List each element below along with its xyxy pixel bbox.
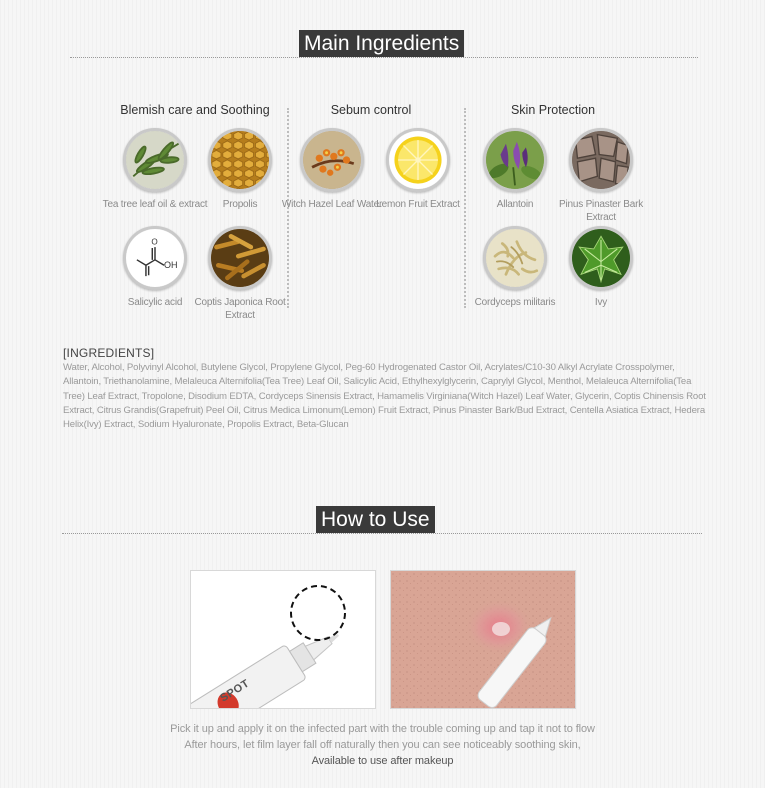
ingredient-label: Coptis Japonica Root Extract: [194, 297, 286, 321]
salicylic-acid-structure-icon: [123, 226, 187, 290]
ingredient-label: Allantoin: [496, 199, 534, 210]
group-title-blemish: Blemish care and Soothing: [120, 103, 270, 117]
group-title-sebum: Sebum control: [330, 103, 412, 117]
ingredient-label: Salicylic acid: [127, 297, 183, 308]
svg-text:O: O: [151, 237, 158, 247]
product-label: SPOT: [218, 677, 252, 705]
ingredient-label: Tea tree leaf oil & extract: [102, 199, 208, 210]
coptis-root-icon: [208, 226, 272, 290]
ingredient-ivy: [546, 226, 656, 309]
ingredients-heading: [INGREDIENTS]: [63, 346, 155, 360]
group-title-protection: Skin Protection: [510, 103, 596, 117]
ingredient-label: Ivy: [594, 297, 608, 308]
ingredient-label: Lemon Fruit Extract: [376, 199, 460, 210]
tea-tree-leaf-icon: [123, 128, 187, 192]
ivy-leaf-icon: [569, 226, 633, 290]
usage-caption-3: Available to use after makeup: [311, 755, 454, 767]
main-ingredients-title: Main Ingredients: [299, 30, 464, 57]
how-to-use-title: How to Use: [316, 506, 435, 533]
ingredient-label: Cordyceps militaris: [474, 297, 556, 308]
skin-application-photo: [390, 570, 576, 709]
ingredient-label: Pinus Pinaster Bark Extract: [558, 199, 644, 223]
cordyceps-icon: [483, 226, 547, 290]
comfrey-flower-icon: [483, 128, 547, 192]
ingredients-list: Water, Alcohol, Polyvinyl Alcohol, Butylene Glycol, Propylene Glycol, Peg-60 Hydrogenated Castor Oil, Acrylates/C10-30 Alkyl Acrylate Crosspolymer, Allantoin, Triethanolamine, Melaleuca Alternifolia(Tea Tree) Leaf Oil, Salicylic Acid, Ethylhexylglycerin, Caprylyl Glycol, Menthol, Melaleuca Alternifolia(Tea Tree) Leaf Extract, Tropolone, Disodium EDTA, Cordyceps Sinensis Extract, Hamamelis Virginiana(Witch Hazel) Leaf Water, Glycerin, Coptis Chinensis Root Extract, Citrus Grandis(Grapefruit) Peel Oil, Citrus Medica Limonum(Lemon) Fruit Extract, Pinus Pinaster Bark/Bud Extract, Centella Asiatica Extract, Hedera Helix(Ivy) Extract, Sodium Hyaluronate, Propolis Extract, Beta-Glucan: [63, 362, 706, 431]
usage-caption-1: Pick it up and apply it on the infected part with the trouble coming up and tap it not to flow: [170, 723, 595, 735]
ingredient-lemon: [363, 128, 473, 211]
main-ingredients-divider: [70, 57, 698, 58]
ingredient-coptis: [185, 226, 295, 322]
product-tip-photo: [190, 570, 376, 709]
pine-bark-icon: [569, 128, 633, 192]
ingredient-label: Propolis: [222, 199, 258, 210]
ingredient-label: Witch Hazel Leaf Water: [281, 199, 383, 210]
ingredient-pine-bark: [546, 128, 656, 224]
usage-caption-2: After hours, let film layer fall off naturally then you can see noticeably soothing skin,: [184, 739, 581, 751]
honeycomb-icon: [208, 128, 272, 192]
how-to-use-divider: [62, 533, 702, 534]
lemon-slice-icon: [386, 128, 450, 192]
witch-hazel-icon: [300, 128, 364, 192]
salicylic-oh-label: OH: [164, 260, 178, 270]
